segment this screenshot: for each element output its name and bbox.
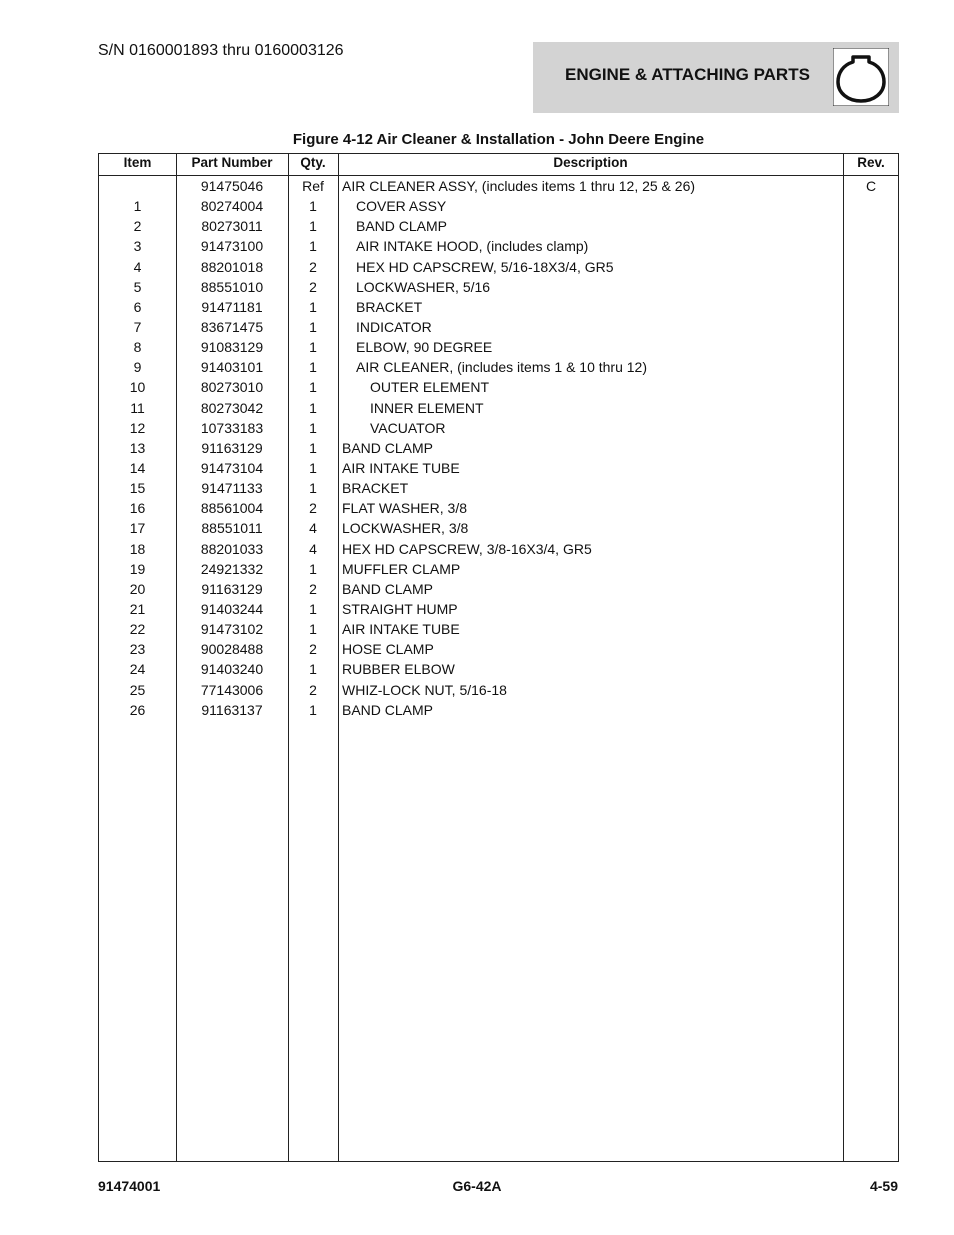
description-cell: BAND CLAMP bbox=[356, 218, 448, 235]
part-number-cell: 91163137 bbox=[201, 701, 263, 718]
table-row bbox=[99, 518, 898, 538]
qty-cell: 1 bbox=[309, 661, 317, 678]
table-row bbox=[99, 619, 898, 639]
item-cell: 25 bbox=[129, 681, 146, 698]
table-row bbox=[99, 236, 898, 256]
item-cell: 12 bbox=[129, 419, 146, 436]
part-number-cell: 91163129 bbox=[201, 439, 263, 456]
part-number-cell: 83671475 bbox=[200, 318, 264, 335]
item-cell: 16 bbox=[129, 500, 146, 517]
qty-cell: 1 bbox=[309, 600, 317, 617]
description-cell: HEX HD CAPSCREW, 5/16-18X3/4, GR5 bbox=[356, 258, 614, 275]
table-row bbox=[99, 418, 898, 438]
item-cell: 10 bbox=[129, 379, 146, 396]
qty-cell: 1 bbox=[309, 439, 317, 456]
qty-cell: 1 bbox=[309, 218, 317, 235]
part-number-cell: 80273010 bbox=[200, 379, 264, 396]
qty-cell: Ref bbox=[302, 178, 324, 194]
part-number-cell: 91403240 bbox=[200, 661, 264, 678]
serial-range: S/N 0160001893 thru 0160003126 bbox=[98, 42, 344, 59]
footer-document-number: 91474001 bbox=[98, 1178, 161, 1194]
footer-model: G6-42A bbox=[452, 1178, 502, 1194]
column-header-part-number: Part Number bbox=[191, 155, 273, 170]
parts-table bbox=[98, 153, 899, 1162]
section-title: ENGINE & ATTACHING PARTS bbox=[565, 65, 810, 84]
part-number-cell: 80274004 bbox=[200, 198, 264, 215]
description-cell: AIR CLEANER, (includes items 1 & 10 thru 12) bbox=[356, 359, 648, 376]
qty-cell: 2 bbox=[309, 500, 317, 517]
table-row bbox=[99, 357, 898, 377]
qty-cell: 1 bbox=[309, 459, 317, 476]
description-cell: LOCKWASHER, 5/16 bbox=[356, 278, 491, 295]
table-row bbox=[99, 700, 898, 720]
part-number-cell: 91163129 bbox=[201, 580, 263, 597]
qty-cell: 1 bbox=[309, 318, 317, 335]
qty-cell: 2 bbox=[309, 258, 317, 275]
table-row bbox=[99, 196, 898, 216]
table-row bbox=[99, 297, 898, 317]
description-cell: HOSE CLAMP bbox=[342, 641, 434, 658]
part-number-cell: 91403101 bbox=[200, 359, 264, 376]
item-cell: 24 bbox=[129, 661, 146, 678]
column-header-item: Item bbox=[123, 155, 152, 170]
description-cell: AIR INTAKE TUBE bbox=[342, 621, 460, 638]
description-cell: VACUATOR bbox=[370, 419, 446, 436]
description-cell: BRACKET bbox=[342, 480, 409, 497]
item-cell: 15 bbox=[129, 480, 146, 497]
rev-cell: C bbox=[865, 178, 877, 194]
qty-cell: 4 bbox=[309, 540, 317, 557]
table-row bbox=[99, 277, 898, 297]
column-header-qty: Qty. bbox=[300, 155, 326, 170]
table-row bbox=[99, 539, 898, 559]
table-row bbox=[99, 257, 898, 277]
part-number-cell: 91475046 bbox=[200, 178, 264, 194]
table-row bbox=[99, 579, 898, 599]
table-body bbox=[99, 176, 898, 720]
qty-cell: 2 bbox=[309, 278, 317, 295]
table-row bbox=[99, 599, 898, 619]
item-cell: 2 bbox=[133, 218, 142, 235]
table-row bbox=[99, 398, 898, 418]
item-cell: 11 bbox=[130, 399, 145, 416]
item-cell: 1 bbox=[133, 198, 142, 215]
table-row bbox=[99, 317, 898, 337]
description-cell: FLAT WASHER, 3/8 bbox=[342, 500, 467, 517]
qty-cell: 1 bbox=[309, 298, 317, 315]
item-cell: 21 bbox=[129, 600, 146, 617]
qty-cell: 1 bbox=[309, 339, 317, 356]
description-cell: MUFFLER CLAMP bbox=[342, 560, 461, 577]
part-number-cell: 90028488 bbox=[200, 641, 264, 658]
table-row bbox=[99, 478, 898, 498]
item-cell: 26 bbox=[129, 701, 146, 718]
qty-cell: 1 bbox=[309, 399, 317, 416]
qty-cell: 2 bbox=[309, 580, 317, 597]
item-cell: 22 bbox=[129, 621, 146, 638]
item-cell: 3 bbox=[133, 238, 142, 255]
part-number-cell: 91471181 bbox=[201, 298, 263, 315]
description-cell: BAND CLAMP bbox=[342, 701, 434, 718]
qty-cell: 1 bbox=[309, 560, 317, 577]
part-number-cell: 80273011 bbox=[201, 218, 263, 235]
table-row bbox=[99, 377, 898, 397]
item-cell: 20 bbox=[129, 580, 146, 597]
table-row bbox=[99, 438, 898, 458]
item-cell: 13 bbox=[129, 439, 146, 456]
item-cell: 7 bbox=[133, 318, 142, 335]
table-row bbox=[99, 639, 898, 659]
part-number-cell: 91473104 bbox=[200, 459, 264, 476]
description-cell: INNER ELEMENT bbox=[370, 399, 484, 416]
description-cell: ELBOW, 90 DEGREE bbox=[356, 339, 493, 356]
description-cell: AIR INTAKE TUBE bbox=[342, 459, 460, 476]
description-cell: RUBBER ELBOW bbox=[342, 661, 455, 678]
item-cell: 18 bbox=[129, 540, 146, 557]
qty-cell: 1 bbox=[309, 701, 317, 718]
part-number-cell: 91473100 bbox=[200, 238, 264, 255]
description-cell: AIR CLEANER ASSY, (includes items 1 thru 12, 25 & 26) bbox=[342, 178, 696, 194]
description-cell: BAND CLAMP bbox=[342, 439, 434, 456]
part-number-cell: 88201018 bbox=[200, 258, 264, 275]
table-row bbox=[99, 559, 898, 579]
part-number-cell: 77143006 bbox=[200, 681, 264, 698]
part-number-cell: 24921332 bbox=[200, 560, 264, 577]
qty-cell: 2 bbox=[309, 681, 317, 698]
description-cell: OUTER ELEMENT bbox=[370, 379, 490, 396]
part-number-cell: 88551010 bbox=[200, 278, 264, 295]
part-number-cell: 80273042 bbox=[200, 399, 264, 416]
description-cell: COVER ASSY bbox=[356, 198, 447, 215]
table-row bbox=[99, 216, 898, 236]
item-cell: 17 bbox=[129, 520, 146, 537]
description-cell: AIR INTAKE HOOD, (includes clamp) bbox=[356, 238, 589, 255]
part-number-cell: 91471133 bbox=[201, 480, 263, 497]
footer-page-number: 4-59 bbox=[869, 1178, 898, 1194]
description-cell: BAND CLAMP bbox=[342, 580, 434, 597]
description-cell: INDICATOR bbox=[356, 318, 432, 335]
part-number-cell: 91083129 bbox=[200, 339, 264, 356]
table-row bbox=[99, 458, 898, 478]
table-row bbox=[99, 680, 898, 700]
item-cell: 5 bbox=[133, 278, 142, 295]
qty-cell: 1 bbox=[309, 359, 317, 376]
qty-cell: 1 bbox=[309, 480, 317, 497]
qty-cell: 1 bbox=[309, 238, 317, 255]
part-number-cell: 88201033 bbox=[200, 540, 264, 557]
item-cell: 6 bbox=[133, 298, 142, 315]
engine-icon bbox=[833, 48, 889, 106]
description-cell: BRACKET bbox=[356, 298, 423, 315]
qty-cell: 1 bbox=[309, 621, 317, 638]
item-cell: 8 bbox=[133, 339, 142, 356]
item-cell: 23 bbox=[129, 641, 146, 658]
qty-cell: 1 bbox=[309, 419, 317, 436]
qty-cell: 1 bbox=[309, 379, 317, 396]
qty-cell: 2 bbox=[309, 641, 317, 658]
figure-title: Figure 4-12 Air Cleaner & Installation - John Deere Engine bbox=[292, 131, 705, 148]
item-cell: 14 bbox=[129, 459, 146, 476]
item-cell: 4 bbox=[133, 258, 142, 275]
column-header-description: Description bbox=[553, 155, 628, 170]
column-header-rev: Rev. bbox=[857, 155, 885, 170]
qty-cell: 4 bbox=[309, 520, 317, 537]
part-number-cell: 10733183 bbox=[200, 419, 264, 436]
qty-cell: 1 bbox=[309, 198, 317, 215]
description-cell: HEX HD CAPSCREW, 3/8-16X3/4, GR5 bbox=[342, 540, 592, 557]
table-row bbox=[99, 337, 898, 357]
item-cell: 19 bbox=[129, 560, 146, 577]
part-number-cell: 88561004 bbox=[200, 500, 264, 517]
description-cell: WHIZ-LOCK NUT, 5/16-18 bbox=[342, 681, 507, 698]
table-row bbox=[99, 176, 898, 196]
part-number-cell: 91403244 bbox=[200, 600, 264, 617]
table-row bbox=[99, 498, 898, 518]
part-number-cell: 91473102 bbox=[200, 621, 264, 638]
item-cell: 9 bbox=[133, 359, 142, 376]
description-cell: LOCKWASHER, 3/8 bbox=[342, 520, 469, 537]
part-number-cell: 88551011 bbox=[201, 520, 263, 537]
table-row bbox=[99, 659, 898, 679]
description-cell: STRAIGHT HUMP bbox=[342, 600, 458, 617]
section-banner bbox=[533, 42, 899, 113]
